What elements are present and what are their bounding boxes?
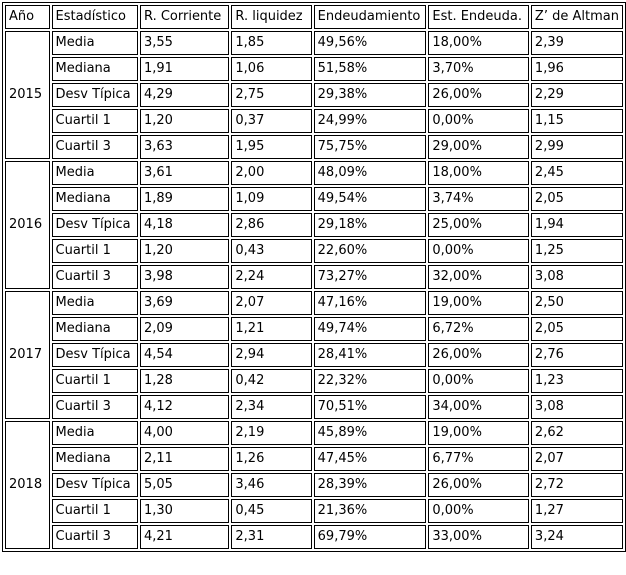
debt-ratio-cell: 28,39% [314,473,427,497]
debt-ratio-cell: 21,36% [314,499,427,523]
debt-structure-cell: 3,70% [428,57,529,81]
liquidity-ratio-cell: 1,06 [231,57,311,81]
liquidity-ratio-cell: 2,24 [231,265,311,289]
table-row [5,109,623,133]
table-row [5,239,623,263]
liquidity-ratio-cell: 3,46 [231,473,311,497]
debt-ratio-cell: 49,74% [314,317,427,341]
current-ratio-cell: 5,05 [140,473,229,497]
current-ratio-cell: 3,55 [140,31,229,55]
altman-z-cell: 2,76 [531,343,623,367]
liquidity-ratio-cell: 1,85 [231,31,311,55]
liquidity-ratio-cell: 2,31 [231,525,311,549]
altman-z-cell: 2,29 [531,83,623,107]
statistic-cell: Cuartil 1 [52,239,139,263]
liquidity-ratio-cell: 2,00 [231,161,311,185]
statistics-table [2,2,626,552]
altman-z-cell: 2,99 [531,135,623,159]
table-row [5,135,623,159]
table-row [5,473,623,497]
header-statistic: Estadístico [52,5,139,29]
current-ratio-cell: 3,63 [140,135,229,159]
altman-z-cell: 2,05 [531,317,623,341]
debt-ratio-cell: 49,54% [314,187,427,211]
debt-structure-cell: 0,00% [428,239,529,263]
statistic-cell: Desv Típica [52,343,139,367]
debt-structure-cell: 3,74% [428,187,529,211]
liquidity-ratio-cell: 2,86 [231,213,311,237]
debt-structure-cell: 26,00% [428,83,529,107]
debt-ratio-cell: 47,16% [314,291,427,315]
current-ratio-cell: 2,11 [140,447,229,471]
debt-structure-cell: 0,00% [428,109,529,133]
header-debt-structure: Est. Endeuda. [428,5,529,29]
statistic-cell: Mediana [52,57,139,81]
debt-structure-cell: 19,00% [428,291,529,315]
statistic-cell: Media [52,31,139,55]
debt-ratio-cell: 22,60% [314,239,427,263]
liquidity-ratio-cell: 2,07 [231,291,311,315]
header-altman-z: Z’ de Altman [531,5,623,29]
debt-structure-cell: 6,72% [428,317,529,341]
table-row [5,31,623,55]
liquidity-ratio-cell: 0,45 [231,499,311,523]
table-row [5,187,623,211]
statistic-cell: Cuartil 1 [52,109,139,133]
table-row [5,369,623,393]
table-row [5,447,623,471]
altman-z-cell: 1,25 [531,239,623,263]
table-row [5,395,623,419]
header-debt-ratio: Endeudamiento [314,5,427,29]
debt-structure-cell: 33,00% [428,525,529,549]
debt-structure-cell: 18,00% [428,31,529,55]
table-row [5,421,623,445]
statistic-cell: Mediana [52,187,139,211]
statistic-cell: Cuartil 1 [52,499,139,523]
altman-z-cell: 2,50 [531,291,623,315]
debt-ratio-cell: 28,41% [314,343,427,367]
table-row [5,161,623,185]
debt-ratio-cell: 29,18% [314,213,427,237]
debt-ratio-cell: 48,09% [314,161,427,185]
current-ratio-cell: 4,18 [140,213,229,237]
table-row [5,317,623,341]
debt-ratio-cell: 75,75% [314,135,427,159]
liquidity-ratio-cell: 1,26 [231,447,311,471]
current-ratio-cell: 4,29 [140,83,229,107]
current-ratio-cell: 4,21 [140,525,229,549]
current-ratio-cell: 1,91 [140,57,229,81]
debt-ratio-cell: 45,89% [314,421,427,445]
current-ratio-cell: 1,20 [140,239,229,263]
liquidity-ratio-cell: 0,37 [231,109,311,133]
debt-ratio-cell: 29,38% [314,83,427,107]
statistic-cell: Desv Típica [52,213,139,237]
liquidity-ratio-cell: 1,09 [231,187,311,211]
table-row [5,213,623,237]
liquidity-ratio-cell: 1,95 [231,135,311,159]
table-header [5,5,623,29]
debt-ratio-cell: 70,51% [314,395,427,419]
debt-structure-cell: 32,00% [428,265,529,289]
table-row [5,83,623,107]
altman-z-cell: 2,07 [531,447,623,471]
liquidity-ratio-cell: 2,94 [231,343,311,367]
debt-structure-cell: 34,00% [428,395,529,419]
debt-ratio-cell: 73,27% [314,265,427,289]
debt-structure-cell: 19,00% [428,421,529,445]
debt-structure-cell: 0,00% [428,499,529,523]
table-body [5,31,623,549]
statistic-cell: Mediana [52,317,139,341]
year-cell: 2018 [5,421,50,549]
liquidity-ratio-cell: 1,21 [231,317,311,341]
debt-structure-cell: 29,00% [428,135,529,159]
altman-z-cell: 1,96 [531,57,623,81]
liquidity-ratio-cell: 0,42 [231,369,311,393]
debt-structure-cell: 0,00% [428,369,529,393]
current-ratio-cell: 1,89 [140,187,229,211]
altman-z-cell: 2,05 [531,187,623,211]
current-ratio-cell: 4,54 [140,343,229,367]
debt-structure-cell: 26,00% [428,473,529,497]
header-row [5,5,623,29]
current-ratio-cell: 4,00 [140,421,229,445]
altman-z-cell: 3,24 [531,525,623,549]
debt-structure-cell: 18,00% [428,161,529,185]
altman-z-cell: 2,45 [531,161,623,185]
current-ratio-cell: 3,61 [140,161,229,185]
liquidity-ratio-cell: 0,43 [231,239,311,263]
debt-ratio-cell: 51,58% [314,57,427,81]
header-year: Año [5,5,50,29]
table-row [5,291,623,315]
current-ratio-cell: 2,09 [140,317,229,341]
header-current-ratio: R. Corriente [140,5,229,29]
statistic-cell: Desv Típica [52,83,139,107]
statistic-cell: Media [52,421,139,445]
liquidity-ratio-cell: 2,34 [231,395,311,419]
header-liquidity-ratio: R. liquidez [231,5,311,29]
debt-structure-cell: 25,00% [428,213,529,237]
current-ratio-cell: 1,20 [140,109,229,133]
altman-z-cell: 1,23 [531,369,623,393]
statistic-cell: Cuartil 3 [52,395,139,419]
current-ratio-cell: 3,69 [140,291,229,315]
altman-z-cell: 1,15 [531,109,623,133]
statistic-cell: Media [52,161,139,185]
statistic-cell: Cuartil 3 [52,265,139,289]
statistic-cell: Media [52,291,139,315]
debt-ratio-cell: 24,99% [314,109,427,133]
liquidity-ratio-cell: 2,19 [231,421,311,445]
altman-z-cell: 1,94 [531,213,623,237]
table-row [5,343,623,367]
table-row [5,499,623,523]
year-cell: 2017 [5,291,50,419]
debt-ratio-cell: 22,32% [314,369,427,393]
current-ratio-cell: 4,12 [140,395,229,419]
statistic-cell: Cuartil 3 [52,525,139,549]
table-row [5,265,623,289]
altman-z-cell: 2,62 [531,421,623,445]
statistic-cell: Mediana [52,447,139,471]
altman-z-cell: 2,72 [531,473,623,497]
statistic-cell: Cuartil 3 [52,135,139,159]
debt-ratio-cell: 49,56% [314,31,427,55]
liquidity-ratio-cell: 2,75 [231,83,311,107]
debt-ratio-cell: 69,79% [314,525,427,549]
altman-z-cell: 2,39 [531,31,623,55]
current-ratio-cell: 1,28 [140,369,229,393]
statistic-cell: Cuartil 1 [52,369,139,393]
statistic-cell: Desv Típica [52,473,139,497]
current-ratio-cell: 3,98 [140,265,229,289]
altman-z-cell: 3,08 [531,265,623,289]
altman-z-cell: 3,08 [531,395,623,419]
year-cell: 2015 [5,31,50,159]
year-cell: 2016 [5,161,50,289]
table-row [5,57,623,81]
altman-z-cell: 1,27 [531,499,623,523]
current-ratio-cell: 1,30 [140,499,229,523]
debt-structure-cell: 6,77% [428,447,529,471]
debt-ratio-cell: 47,45% [314,447,427,471]
debt-structure-cell: 26,00% [428,343,529,367]
table-row [5,525,623,549]
